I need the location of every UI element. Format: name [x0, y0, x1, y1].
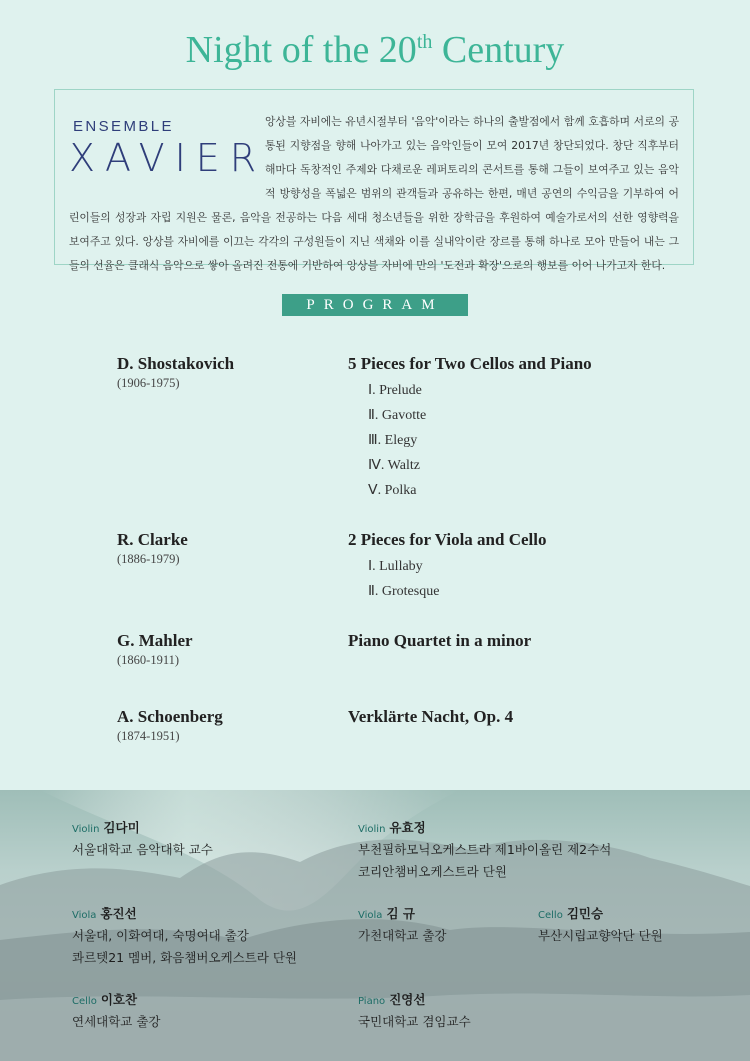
work-title: 5 Pieces for Two Cellos and Piano — [348, 354, 592, 373]
performer-instrument: Cello — [72, 996, 97, 1007]
performer-header — [358, 903, 447, 925]
title-main: Night of the 20 — [185, 29, 417, 71]
performer-card — [72, 903, 297, 969]
performer-instrument: Piano — [358, 996, 386, 1007]
page-title — [0, 28, 750, 72]
movement-item: Ⅰ. Prelude — [368, 383, 422, 398]
performer-affiliation: 국민대학교 겸임교수 — [358, 1014, 471, 1029]
composer-years: (1874-1951) — [117, 729, 180, 743]
performer-affiliation: 서울대, 이화여대, 숙명여대 출강 — [72, 928, 249, 943]
performer-name: 유효정 — [389, 820, 426, 835]
work-title: 2 Pieces for Viola and Cello — [348, 530, 547, 549]
performer-affiliation: 부천필하모닉오케스트라 제1바이올린 제2수석 — [358, 842, 612, 857]
composer-name: G. Mahler — [117, 631, 193, 650]
performer-affiliation: 연세대학교 출강 — [72, 1014, 161, 1029]
movement-list — [368, 554, 439, 604]
performer-instrument: Violin — [72, 824, 100, 835]
work-title: Piano Quartet in a minor — [348, 631, 532, 650]
performer-card — [538, 903, 663, 947]
movement-item: Ⅱ. Gavotte — [368, 408, 427, 423]
title-rest: Century — [432, 29, 565, 71]
work-title: Verklärte Nacht, Op. 4 — [348, 707, 514, 726]
movement-item: Ⅴ. Polka — [368, 483, 417, 498]
composer-years: (1886-1979) — [117, 552, 180, 566]
performer-affiliation: 가천대학교 출강 — [358, 928, 447, 943]
ensemble-logo-small: ENSEMBLE — [73, 118, 174, 135]
movement-item: Ⅲ. Elegy — [368, 433, 418, 448]
performer-header — [72, 817, 213, 839]
performer-header — [72, 989, 161, 1011]
performer-name: 김민승 — [566, 906, 604, 921]
performer-name: 김다미 — [103, 820, 140, 835]
performer-card — [358, 817, 611, 883]
program-label: PROGRAM — [282, 294, 468, 316]
performer-card — [72, 817, 213, 861]
performer-header — [72, 903, 297, 925]
performer-instrument: Viola — [358, 910, 383, 921]
performer-instrument: Violin — [358, 824, 386, 835]
performer-name: 진영선 — [389, 992, 426, 1007]
performer-header — [358, 989, 471, 1011]
performer-affiliation: 서울대학교 음악대학 교수 — [72, 842, 213, 857]
composer-name: A. Schoenberg — [117, 707, 223, 726]
movement-item: Ⅳ. Waltz — [368, 458, 420, 473]
composer-years: (1860-1911) — [117, 653, 180, 667]
movement-item: Ⅰ. Lullaby — [368, 559, 423, 574]
performer-card — [358, 903, 447, 947]
performer-instrument: Cello — [538, 910, 563, 921]
title-sup: th — [416, 31, 433, 53]
performer-name: 홍진선 — [100, 906, 137, 921]
ensemble-intro-box — [54, 89, 694, 272]
performer-affiliation: 부산시립교향악단 단원 — [538, 928, 663, 943]
composer-name: R. Clarke — [117, 530, 188, 549]
movement-list — [368, 378, 426, 503]
performer-name: 김 규 — [386, 906, 415, 921]
performer-card — [358, 989, 471, 1033]
performer-name: 이호찬 — [100, 992, 138, 1007]
ensemble-intro-text — [69, 110, 679, 278]
ensemble-logo-big: XAVIER — [69, 136, 267, 180]
performer-card — [72, 989, 161, 1033]
performer-affiliation: 콰르텟21 멤버, 화음챔버오케스트라 단원 — [72, 950, 297, 965]
ensemble-intro-body: 앙상블 자비에는 유년시절부터 '음악'이라는 하나의 출발점에서 함께 호흡하며 서로의 공통된 지향점을 향해 나아가고 있는 음악인들이 모여 2017년 창단되었다. 창단 직후부터 해마다 독창적인 주제와 다채로운 레퍼토리의 콘서트를 통해 그들이 보여주고 있는 음악적 방향성을 폭넓은 범위의 관객들과 공유하는 한편, 매년 공연의 수익금을 기부하여 어린이들의 성장과 자립 지원은 물론, 음악을 전공하는 다음 세대 청소년들을 위한 장학금을 후원하여 예술가로서의 선한 영향력을 보여주고 있다. 앙상블 자비에를 이끄는 각각의 구성원들이 지닌 색채와 이를 실내악이란 장르를 통해 하나로 모아 만들어 내는 그들의 선율은 클래식 음악으로 쌓아 올려진 전통에 기반하여 앙상블 자비에 만의 '도전과 확장'으로의 행보를 이어 나가고자 한다. — [69, 115, 679, 272]
composer-name: D. Shostakovich — [117, 354, 235, 373]
performer-affiliation: 코리안챔버오케스트라 단원 — [358, 864, 507, 879]
performer-header — [538, 903, 663, 925]
movement-item: Ⅱ. Grotesque — [368, 584, 440, 599]
performer-header — [358, 817, 611, 839]
composer-years: (1906-1975) — [117, 376, 180, 390]
performer-instrument: Viola — [72, 910, 97, 921]
